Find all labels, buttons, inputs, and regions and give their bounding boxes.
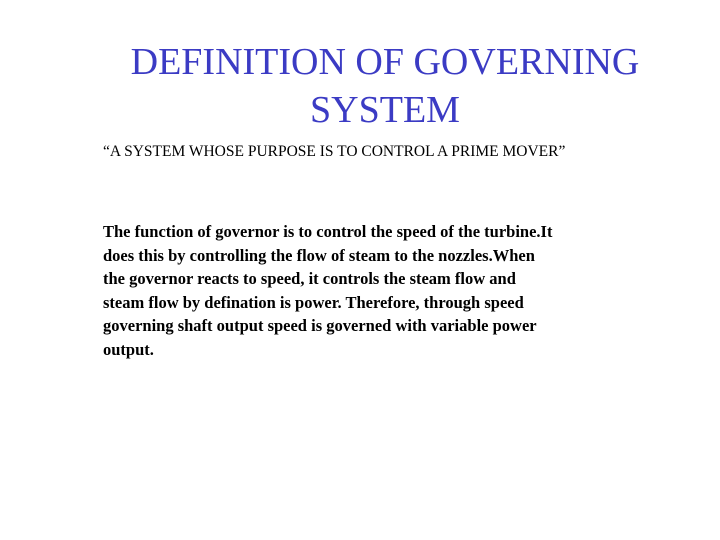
definition-quote: “A SYSTEM WHOSE PURPOSE IS TO CONTROL A PRIME MOVER” (103, 143, 566, 160)
slide-title: DEFINITION OF GOVERNING SYSTEM (130, 41, 640, 131)
body-paragraph: The function of governor is to control the speed of the turbine.It does this by controlling the flow of steam to the nozzles.When the governor reacts to speed, it controls the steam flow and steam flow by defination is power. Therefore, through speed governing shaft output speed is governed with variable power output. (103, 222, 553, 359)
